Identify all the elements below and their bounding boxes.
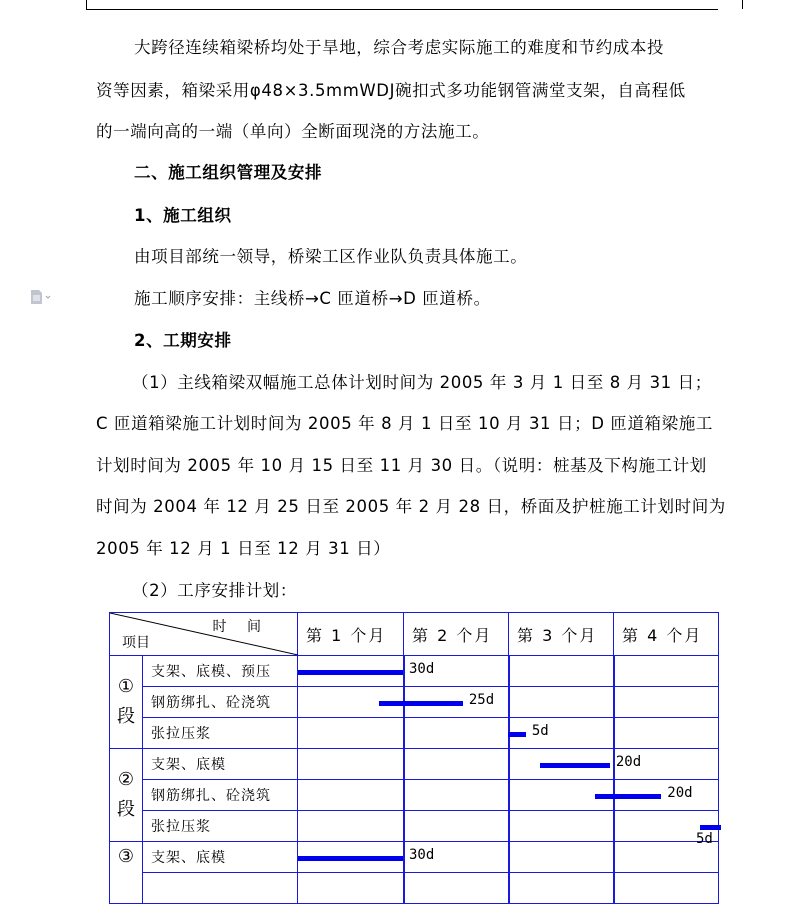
month-gridline bbox=[613, 749, 615, 779]
gantt-bar bbox=[298, 856, 403, 861]
paragraph-line: （1）主线箱梁双幅施工总体计划时间为 2005 年 3 月 1 日至 8 月 31 日； bbox=[132, 373, 712, 392]
month-gridline bbox=[508, 749, 510, 779]
subsection-heading: 1、施工组织 bbox=[134, 206, 232, 225]
month-gridline bbox=[508, 873, 510, 903]
gantt-row bbox=[298, 842, 719, 873]
month-gridline bbox=[403, 811, 405, 841]
segment-number: ② bbox=[117, 769, 135, 790]
gantt-row bbox=[298, 656, 719, 687]
month-gridline bbox=[403, 718, 405, 748]
segment-label bbox=[110, 656, 143, 749]
paragraph-line: 大跨径连续箱梁桥均处于旱地，综合考虑实际施工的难度和节约成本投 bbox=[134, 38, 665, 57]
gantt-bar bbox=[508, 732, 526, 737]
month-gridline bbox=[403, 780, 405, 810]
gantt-bar bbox=[540, 763, 610, 768]
month-gridline bbox=[613, 687, 615, 717]
task-name: 张拉压浆 bbox=[143, 718, 298, 749]
gantt-row bbox=[298, 780, 719, 811]
gantt-bar bbox=[595, 794, 661, 799]
month-header: 第 2 个月 bbox=[404, 613, 509, 656]
header-rule bbox=[86, 9, 718, 10]
month-gridline bbox=[403, 873, 405, 903]
task-name: 张拉压浆 bbox=[143, 811, 298, 842]
month-header: 第 3 个月 bbox=[509, 613, 614, 656]
paragraph-line: 由项目部统一领导，桥梁工区作业队负责具体施工。 bbox=[134, 247, 528, 266]
month-header: 第 1 个月 bbox=[298, 613, 404, 656]
document-comment-icon[interactable] bbox=[30, 290, 52, 304]
paragraph-line: 的一端向高的一端（单向）全断面现浇的方法施工。 bbox=[96, 122, 490, 141]
month-gridline bbox=[508, 811, 510, 841]
gantt-duration-label: 20d bbox=[667, 785, 693, 801]
paragraph-line: 2005 年 12 月 1 日至 12 月 31 日） bbox=[96, 539, 391, 558]
subsection-heading: 2、工期安排 bbox=[134, 331, 232, 350]
month-gridline bbox=[403, 842, 405, 872]
gantt-bar bbox=[298, 670, 403, 675]
gantt-duration-label: 20d bbox=[615, 754, 642, 770]
gantt-row bbox=[298, 687, 719, 718]
task-name: 支架、底模、预压 bbox=[143, 656, 298, 687]
month-gridline bbox=[613, 873, 615, 903]
header-corner-right bbox=[742, 0, 743, 9]
task-name: 支架、底模 bbox=[143, 842, 298, 873]
paragraph-line: 时间为 2004 年 12 月 25 日至 2005 年 2 月 28 日，桥面及护桩施工计划时间为 bbox=[96, 497, 726, 516]
gantt-row bbox=[298, 749, 719, 780]
segment-number: ③ bbox=[117, 846, 135, 867]
gantt-duration-label: 30d bbox=[409, 661, 435, 677]
gantt-bar bbox=[700, 825, 721, 830]
gantt-bar bbox=[379, 701, 463, 706]
gantt-duration-label: 25d bbox=[468, 692, 495, 708]
gantt-row bbox=[298, 718, 719, 749]
task-name: 支架、底模 bbox=[143, 749, 298, 780]
paragraph-line: 施工顺序安排：主线桥→C 匝道桥→D 匝道桥。 bbox=[134, 289, 491, 308]
gantt-row bbox=[298, 873, 719, 904]
header-diagonal-cell bbox=[110, 613, 298, 656]
month-gridline bbox=[508, 656, 510, 686]
header-corner-left bbox=[86, 0, 87, 9]
paragraph-line: （2）工序安排计划： bbox=[132, 581, 297, 600]
paragraph-line: 计划时间为 2005 年 10 月 15 日至 11 月 30 日。（说明：桩基及下构施工计划 bbox=[96, 456, 707, 475]
paragraph-line: C 匝道箱梁施工计划时间为 2005 年 8 月 1 日至 10 月 31 日；D 匝道箱梁施工 bbox=[96, 414, 713, 433]
segment-label bbox=[110, 842, 143, 904]
month-gridline bbox=[403, 656, 405, 686]
paragraph-line: 资等因素，箱梁采用φ48×3.5mmWDJ碗扣式多功能钢管满堂支架，自高程低 bbox=[96, 81, 686, 100]
month-gridline bbox=[613, 842, 615, 872]
gantt-row bbox=[298, 811, 719, 847]
month-header: 第 4 个月 bbox=[614, 613, 719, 656]
header-time-label: 时 间 bbox=[212, 619, 269, 635]
month-gridline bbox=[508, 842, 510, 872]
month-gridline bbox=[508, 687, 510, 717]
section-heading: 二、施工组织管理及安排 bbox=[134, 163, 323, 182]
task-name: 钢筋绑扎、砼浇筑 bbox=[143, 780, 298, 811]
header-item-label: 项目 bbox=[122, 635, 150, 651]
segment-number: ① bbox=[117, 676, 135, 697]
segment-label bbox=[110, 749, 143, 842]
month-gridline bbox=[613, 656, 615, 686]
segment-suffix: 段 bbox=[117, 706, 135, 727]
segment-suffix: 段 bbox=[117, 799, 135, 820]
month-gridline bbox=[613, 718, 615, 748]
month-gridline bbox=[508, 780, 510, 810]
task-name: 钢筋绑扎、砼浇筑 bbox=[143, 687, 298, 718]
gantt-duration-label: 5d bbox=[696, 831, 713, 847]
gantt-duration-label: 5d bbox=[531, 723, 549, 739]
gantt-duration-label: 30d bbox=[409, 847, 435, 863]
task-name bbox=[143, 873, 298, 904]
month-gridline bbox=[403, 749, 405, 779]
month-gridline bbox=[613, 811, 615, 841]
schedule-table bbox=[109, 612, 719, 904]
